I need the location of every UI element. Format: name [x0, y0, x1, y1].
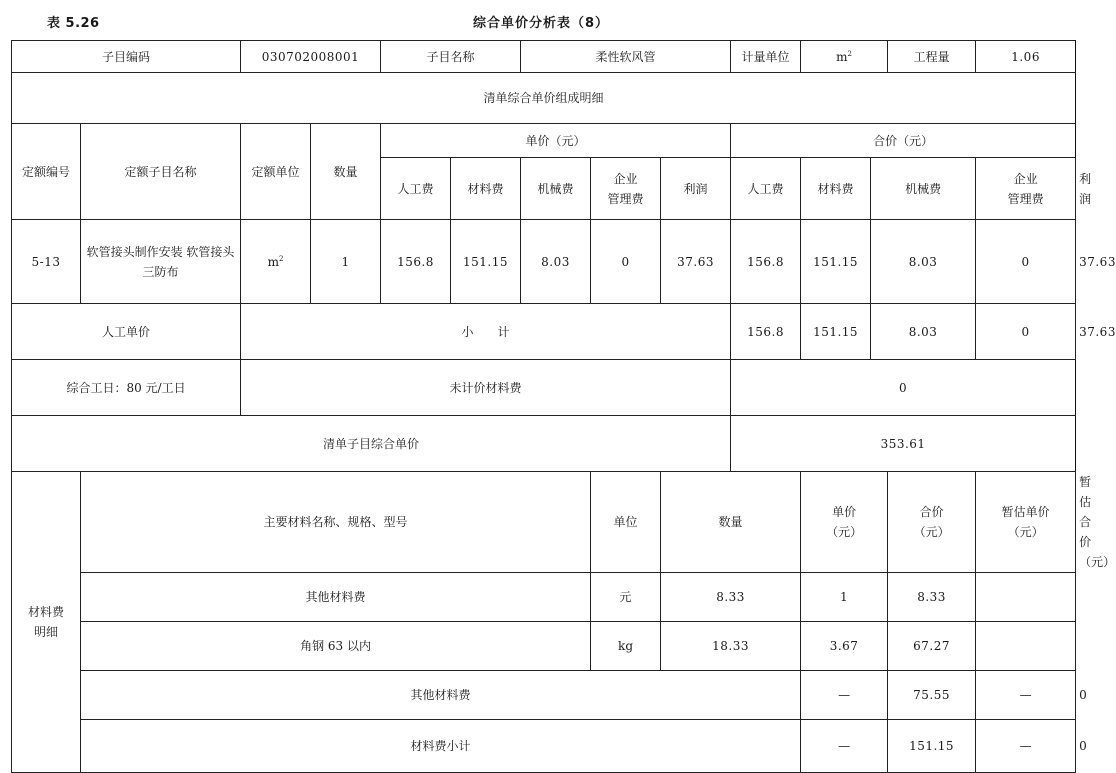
col-unit-machine: 机械费: [521, 158, 591, 220]
material-row: [12, 573, 1076, 622]
price-header-row: [12, 124, 1076, 158]
col-quota-name: 定额子目名称: [81, 124, 241, 220]
quantity-label: 工程量: [888, 41, 976, 73]
material-est-price: [976, 622, 1076, 671]
material-header-row: 材料费 明细 主要材料名称、规格、型号 单位 数量 单价 （元） 合价 （元） 暂估单价 （元） 暂估合价 （元）: [12, 472, 1076, 573]
material-unit: kg: [591, 622, 661, 671]
quota-unit: $m^2$: [241, 220, 311, 304]
total-labor: 156.8: [731, 220, 801, 304]
measure-unit-value: $m^2$: [801, 41, 888, 73]
composition-title: 清单综合单价组成明细: [12, 73, 1076, 124]
material-subtotal-row: 材料费小计 — 151.15 — 0: [12, 720, 1076, 773]
material-qty: 18.33: [661, 622, 801, 671]
col-unit-profit: 利润: [661, 158, 731, 220]
table-title: 综合单价分析表（8）: [472, 16, 610, 31]
quota-no: 5-13: [12, 220, 81, 304]
material-price: 3.67: [801, 622, 888, 671]
item-unit-price-value: 353.61: [731, 416, 1076, 472]
col-unit-labor: 人工费: [381, 158, 451, 220]
col-total-machine: 机械费: [871, 158, 976, 220]
total-material: 151.15: [801, 220, 871, 304]
material-name: 角钢 63 以内: [81, 622, 591, 671]
col-quota-no: 定额编号: [12, 124, 81, 220]
table-number: 表 5.26: [47, 16, 100, 31]
unpriced-material-value: 0: [731, 360, 1076, 416]
cost-type-header-row: 人工费 材料费 机械费 企业 管理费 利润 人工费 材料费 机械费 企业 管理费 利润: [12, 158, 1076, 220]
material-subtotal-price: —: [801, 720, 888, 773]
unit-price-group: 单价（元）: [381, 124, 731, 158]
unit-price-analysis-table: [11, 40, 1116, 773]
material-col-qty: 数量: [661, 472, 801, 573]
unit-material: 151.15: [451, 220, 521, 304]
subtotal-labor: 156.8: [731, 304, 801, 360]
col-unit-material: 材料费: [451, 158, 521, 220]
workday-rate: 综合工日：80 元/工日: [12, 360, 241, 416]
unit-management: 0: [591, 220, 661, 304]
quantity-value: 1.06: [976, 41, 1076, 73]
unit-profit: 37.63: [661, 220, 731, 304]
material-col-price: 单价 （元）: [801, 472, 888, 573]
item-name-value: 柔性软风管: [521, 41, 731, 73]
item-unit-price-row: [12, 416, 1076, 472]
col-amount: 数量: [311, 124, 381, 220]
subtotal-machine: 8.03: [871, 304, 976, 360]
unpriced-material-label: 未计价材料费: [241, 360, 731, 416]
material-section-label: 材料费 明细: [12, 472, 81, 773]
col-quota-unit: 定额单位: [241, 124, 311, 220]
item-code-value: 030702008001: [241, 41, 381, 73]
unit-machine: 8.03: [521, 220, 591, 304]
material-subtotal-est-price: —: [976, 720, 1076, 773]
quota-row: 5-13 软管接头制作安装 软管接头 三防布 $m^2$ 1 156.8 151.15 8.03 0 37.63 156.8 151.15 8.03 0 37.63: [12, 220, 1076, 304]
col-total-material: 材料费: [801, 158, 871, 220]
material-total: 8.33: [888, 573, 976, 622]
col-total-labor: 人工费: [731, 158, 801, 220]
composition-title-row: [12, 73, 1076, 124]
subtotal-material: 151.15: [801, 304, 871, 360]
material-subtotal-label: 材料费小计: [81, 720, 801, 773]
material-row: [12, 622, 1076, 671]
col-total-management: 企业 管理费: [976, 158, 1076, 220]
subtotal-label: 小 计: [241, 304, 731, 360]
item-unit-price-label: 清单子目综合单价: [12, 416, 731, 472]
other-material-est-price: —: [976, 671, 1076, 720]
material-col-est-price: 暂估单价 （元）: [976, 472, 1076, 573]
total-machine: 8.03: [871, 220, 976, 304]
material-col-name: 主要材料名称、规格、型号: [81, 472, 591, 573]
document-header: [0, 0, 1082, 40]
other-material-label: 其他材料费: [81, 671, 801, 720]
material-price: 1: [801, 573, 888, 622]
total-management: 0: [976, 220, 1076, 304]
unpriced-material-row: [12, 360, 1076, 416]
unit-labor: 156.8: [381, 220, 451, 304]
subtotal-management: 0: [976, 304, 1076, 360]
material-col-total: 合价 （元）: [888, 472, 976, 573]
quota-name: 软管接头制作安装 软管接头 三防布: [81, 220, 241, 304]
material-name: 其他材料费: [81, 573, 591, 622]
col-unit-management: 企业 管理费: [591, 158, 661, 220]
labor-rate-label: 人工单价: [12, 304, 241, 360]
material-col-unit: 单位: [591, 472, 661, 573]
item-code-label: 子目编码: [12, 41, 241, 73]
material-est-price: [976, 573, 1076, 622]
other-material-total: 75.55: [888, 671, 976, 720]
material-qty: 8.33: [661, 573, 801, 622]
measure-unit-label: 计量单位: [731, 41, 801, 73]
material-total: 67.27: [888, 622, 976, 671]
material-unit: 元: [591, 573, 661, 622]
total-price-group: 合价（元）: [731, 124, 1076, 158]
subtotal-row: 人工单价 小 计 156.8 151.15 8.03 0 37.63: [12, 304, 1076, 360]
other-material-price: —: [801, 671, 888, 720]
material-subtotal-total: 151.15: [888, 720, 976, 773]
item-name-label: 子目名称: [381, 41, 521, 73]
other-material-row: 其他材料费 — 75.55 — 0: [12, 671, 1076, 720]
quota-amount: 1: [311, 220, 381, 304]
item-info-row: [12, 41, 1076, 73]
